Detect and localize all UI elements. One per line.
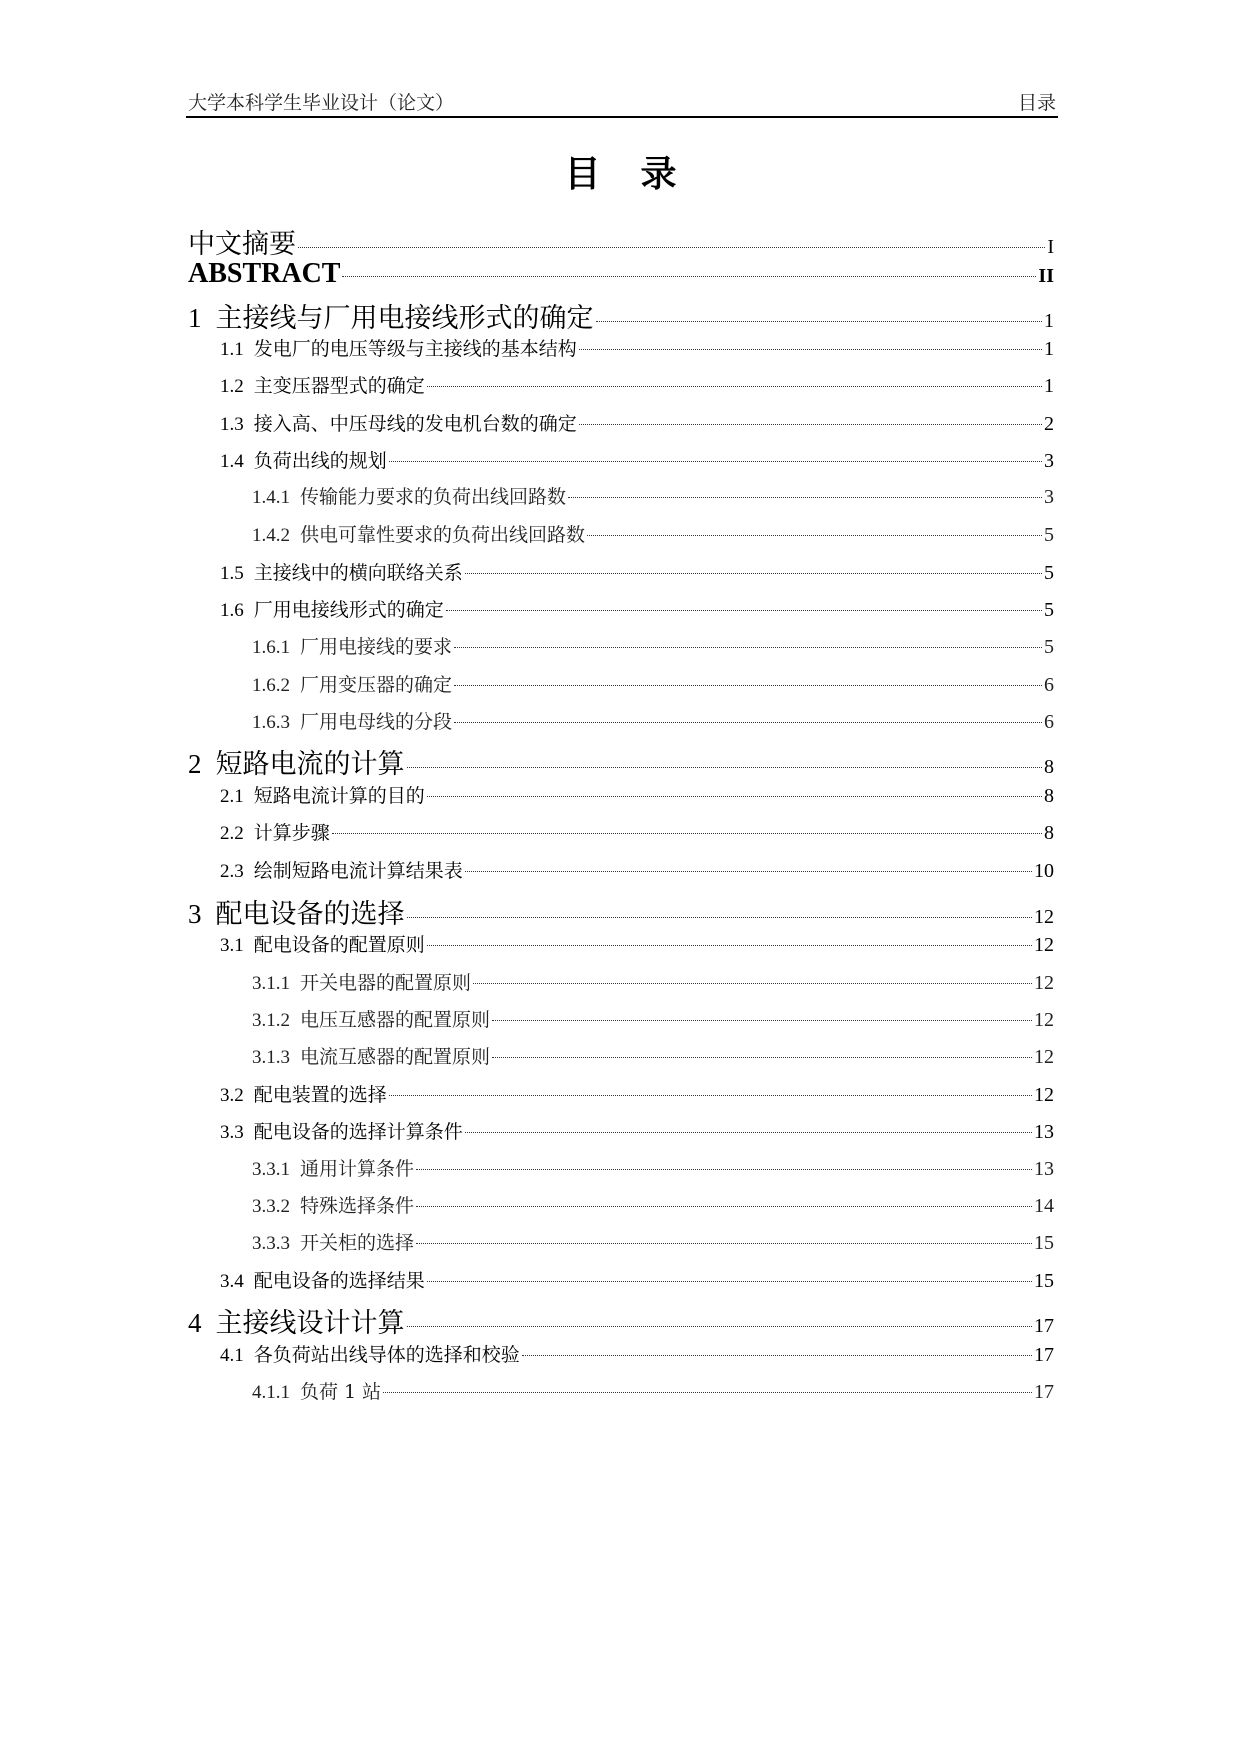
toc-entry-title: 发电厂的电压等级与主接线的基本结构 (253, 338, 577, 360)
toc-entry-page: I (1047, 236, 1054, 258)
toc-entry-number: 1 (188, 303, 202, 333)
dot-leader (454, 722, 1042, 723)
toc-entry-title: 接入高、中压母线的发电机台数的确定 (253, 413, 577, 435)
toc-entry-label (252, 707, 452, 734)
toc-entry-page: 6 (1044, 711, 1054, 733)
toc-entry-page: 14 (1034, 1195, 1054, 1217)
dot-leader (407, 917, 1033, 918)
dot-leader (427, 1281, 1032, 1282)
toc-entry-number: 2.1 (220, 786, 244, 807)
toc-entry-page: 17 (1034, 1381, 1054, 1403)
toc-entry-label (188, 1301, 405, 1340)
page-header (186, 86, 1058, 118)
toc-entry-number: 3.3 (220, 1122, 244, 1143)
toc-entry[interactable] (220, 558, 1054, 585)
header-section-label: 目录 (1017, 92, 1056, 114)
toc-entry-page: 13 (1034, 1121, 1054, 1143)
toc-entry-title: 开关电器的配置原则 (300, 972, 472, 994)
dot-leader (465, 573, 1042, 574)
toc-entry-page: 17 (1034, 1344, 1054, 1366)
toc-entry-number: 2 (188, 749, 202, 779)
toc-entry-label (252, 968, 471, 995)
toc-entry-label (252, 1042, 490, 1069)
toc-entry-number: 3.1.2 (252, 1010, 290, 1031)
toc-entry-title: 中文摘要 (188, 229, 296, 260)
toc-entry-label (252, 1228, 414, 1255)
dot-leader (579, 424, 1042, 425)
toc-entry[interactable] (188, 296, 1054, 335)
toc-entry-label (252, 670, 452, 697)
toc-entry[interactable] (220, 409, 1054, 436)
toc-entry-label (220, 818, 330, 845)
toc-entry-page: 6 (1044, 674, 1054, 696)
toc-entry-page: 5 (1044, 562, 1054, 584)
toc-entry-title: 绘制短路电流计算结果表 (253, 860, 463, 882)
toc-entry-number: 1.1 (220, 339, 244, 360)
dot-leader (427, 386, 1042, 387)
dot-leader (389, 461, 1042, 462)
toc-entry-page: 1 (1044, 338, 1054, 360)
toc-entry-number: 3.3.2 (252, 1196, 290, 1217)
toc-entry-number: 2.2 (220, 823, 244, 844)
toc-entry-number: 2.3 (220, 861, 244, 882)
dot-leader (298, 247, 1045, 248)
dot-leader (446, 610, 1042, 611)
toc-entry[interactable] (220, 1266, 1054, 1293)
toc-entry-label (252, 632, 452, 659)
toc-entry[interactable] (252, 670, 1054, 697)
header-thesis-label: 大学本科学生毕业设计（论文） (188, 92, 455, 114)
toc-entry-label (220, 1340, 520, 1367)
toc-entry-title: 各负荷站出线导体的选择和校验 (253, 1344, 520, 1366)
toc-entry-title: ABSTRACT (188, 258, 341, 289)
toc-entry-page: 5 (1044, 599, 1054, 621)
toc-entry-page: 1 (1044, 310, 1054, 332)
toc-entry-label (252, 1154, 414, 1181)
toc-entry-title: 配电设备的配置原则 (253, 934, 425, 956)
toc-entry-label (188, 742, 405, 781)
toc-entry-title: 供电可靠性要求的负荷出线回路数 (300, 524, 586, 546)
toc-entry-label (220, 856, 463, 883)
toc-entry[interactable] (252, 1005, 1054, 1032)
toc-entry[interactable] (188, 222, 1054, 261)
toc-entry-label (188, 296, 594, 335)
toc-entry-title: 厂用电母线的分段 (300, 711, 453, 733)
toc-entry[interactable] (252, 1042, 1054, 1069)
dot-leader (587, 535, 1042, 536)
toc-entry-title: 通用计算条件 (300, 1158, 415, 1180)
toc-entry-page: 12 (1034, 934, 1054, 956)
toc-entry-title: 主接线与厂用电接线形式的确定 (215, 303, 594, 334)
dot-leader (416, 1206, 1032, 1207)
toc-entry-label (220, 371, 425, 398)
toc-entry[interactable] (252, 707, 1054, 734)
toc-entry-number: 4.1.1 (252, 1382, 290, 1403)
dot-leader (416, 1169, 1032, 1170)
toc-entry-title: 厂用电接线形式的确定 (253, 599, 444, 621)
toc-entry-title: 主变压器型式的确定 (253, 375, 425, 397)
toc-entry-label (252, 1191, 414, 1218)
toc-entry-label (220, 930, 425, 957)
page-title: 目录 (564, 154, 717, 195)
toc-entry-page: 12 (1034, 1009, 1054, 1031)
toc-entry-number: 3.1 (220, 935, 244, 956)
toc-entry-number: 3.1.3 (252, 1047, 290, 1068)
dot-leader (407, 1326, 1033, 1327)
toc-entry-label (252, 482, 566, 509)
toc-entry-number: 4.1 (220, 1345, 244, 1366)
toc-entry-page: 12 (1034, 1084, 1054, 1106)
toc-entry-title: 配电设备的选择结果 (253, 1270, 425, 1292)
toc-entry-page: 12 (1034, 906, 1054, 928)
toc-entry-page: 12 (1034, 972, 1054, 994)
toc-entry-title: 主接线设计计算 (215, 1308, 405, 1339)
toc-entry[interactable] (220, 1080, 1054, 1107)
toc-entry-title: 电压互感器的配置原则 (300, 1009, 491, 1031)
toc-entry-label (252, 1377, 381, 1404)
toc-entry-number: 3.3.3 (252, 1233, 290, 1254)
toc-entry-title: 负荷出线的规划 (253, 450, 387, 472)
toc-entry-label (220, 595, 444, 622)
toc-entry[interactable] (188, 1301, 1054, 1340)
toc-entry-title: 主接线中的横向联络关系 (253, 562, 463, 584)
toc-entry[interactable] (220, 781, 1054, 808)
toc-entry[interactable] (220, 371, 1054, 398)
toc-entry[interactable] (252, 968, 1054, 995)
toc-entry-title: 配电设备的选择 (215, 899, 405, 930)
dot-leader (389, 1095, 1032, 1096)
toc-entry-label (220, 409, 577, 436)
dot-leader (454, 685, 1042, 686)
toc-entry-page: 5 (1044, 636, 1054, 658)
toc-entry-number: 1.4.1 (252, 487, 290, 508)
toc-entry[interactable] (220, 1340, 1054, 1367)
toc-entry[interactable] (220, 334, 1054, 361)
dot-leader (473, 983, 1032, 984)
toc-entry-page: II (1038, 265, 1054, 287)
toc-entry[interactable] (252, 1228, 1054, 1255)
toc-entry-label (188, 258, 340, 290)
dot-leader (492, 1020, 1032, 1021)
toc-entry-page: 3 (1044, 450, 1054, 472)
toc-entry-page: 1 (1044, 375, 1054, 397)
toc-entry[interactable] (188, 892, 1054, 931)
toc-entry-number: 4 (188, 1308, 202, 1338)
toc-entry-title: 负荷 1 站 (300, 1381, 382, 1403)
toc-entry-label (188, 222, 296, 261)
toc-entry-page: 17 (1034, 1315, 1054, 1337)
toc-entry[interactable] (252, 1191, 1054, 1218)
toc-entry[interactable] (252, 1154, 1054, 1181)
dot-leader (579, 349, 1042, 350)
toc-entry-number: 1.3 (220, 414, 244, 435)
toc-entry-number: 3.1.1 (252, 973, 290, 994)
toc-entry-number: 1.6.3 (252, 712, 290, 733)
dot-leader (427, 945, 1032, 946)
toc-entry-title: 厂用变压器的确定 (300, 674, 453, 696)
toc-entry-title: 特殊选择条件 (300, 1195, 415, 1217)
toc-entry-page: 8 (1044, 785, 1054, 807)
toc-entry-title: 配电装置的选择 (253, 1084, 387, 1106)
toc-entry-number: 1.6 (220, 600, 244, 621)
toc-entry-title: 短路电流的计算 (215, 749, 405, 780)
toc-entry-number: 3.4 (220, 1271, 244, 1292)
toc-entry[interactable] (220, 930, 1054, 957)
toc-entry-title: 配电设备的选择计算条件 (253, 1121, 463, 1143)
toc-entry[interactable] (252, 482, 1054, 509)
toc-entry-number: 3 (188, 899, 202, 929)
toc-entry[interactable] (220, 595, 1054, 622)
toc-entry-title: 厂用电接线的要求 (300, 636, 453, 658)
toc-entry-label (220, 558, 463, 585)
toc-entry-title: 传输能力要求的负荷出线回路数 (300, 486, 567, 508)
dot-leader (492, 1057, 1032, 1058)
toc-entry-title: 电流互感器的配置原则 (300, 1046, 491, 1068)
dot-leader (568, 497, 1042, 498)
dot-leader (522, 1355, 1032, 1356)
toc-entry-page: 15 (1034, 1232, 1054, 1254)
toc-entry-page: 13 (1034, 1158, 1054, 1180)
toc-entry-page: 5 (1044, 524, 1054, 546)
toc-entry-page: 10 (1034, 860, 1054, 882)
toc-entry-page: 8 (1044, 822, 1054, 844)
toc-entry-page: 12 (1034, 1046, 1054, 1068)
toc-entry[interactable] (220, 446, 1054, 473)
toc-entry-number: 1.6.1 (252, 637, 290, 658)
toc-entry-page: 8 (1044, 756, 1054, 778)
toc-entry[interactable] (188, 742, 1054, 781)
toc-entry[interactable] (252, 632, 1054, 659)
dot-leader (465, 871, 1032, 872)
dot-leader (454, 647, 1042, 648)
toc-entry-page: 2 (1044, 413, 1054, 435)
toc-entry-label (188, 892, 405, 931)
toc-entry[interactable] (220, 818, 1054, 845)
toc-entry-title: 短路电流计算的目的 (253, 785, 425, 807)
toc-entry-label (220, 1080, 387, 1107)
toc-entry[interactable] (252, 520, 1054, 547)
toc-entry-page: 15 (1034, 1270, 1054, 1292)
toc-entry-page: 3 (1044, 486, 1054, 508)
toc-entry-number: 1.4 (220, 451, 244, 472)
dot-leader (383, 1392, 1032, 1393)
toc-entry[interactable] (188, 258, 1054, 290)
toc-entry[interactable] (220, 1117, 1054, 1144)
dot-leader (332, 833, 1042, 834)
toc-entry-number: 1.6.2 (252, 675, 290, 696)
toc-entry-label (220, 1266, 425, 1293)
toc-entry-label (252, 1005, 490, 1032)
toc-entry-number: 1.5 (220, 563, 244, 584)
dot-leader (342, 276, 1036, 277)
toc-entry-label (220, 334, 577, 361)
toc-entry-number: 3.3.1 (252, 1159, 290, 1180)
toc-entry-title: 计算步骤 (253, 822, 330, 844)
toc-entry-label (220, 781, 425, 808)
toc-entry-label (220, 446, 387, 473)
toc-entry-label (252, 520, 585, 547)
toc-entry-number: 1.2 (220, 376, 244, 397)
toc-entry[interactable] (252, 1377, 1054, 1404)
toc-entry-number: 3.2 (220, 1085, 244, 1106)
toc-entry[interactable] (220, 856, 1054, 883)
dot-leader (427, 796, 1042, 797)
dot-leader (596, 321, 1043, 322)
dot-leader (407, 767, 1043, 768)
dot-leader (465, 1132, 1032, 1133)
toc-entry-label (220, 1117, 463, 1144)
toc-entry-title: 开关柜的选择 (300, 1232, 415, 1254)
dot-leader (416, 1243, 1032, 1244)
toc-entry-number: 1.4.2 (252, 525, 290, 546)
